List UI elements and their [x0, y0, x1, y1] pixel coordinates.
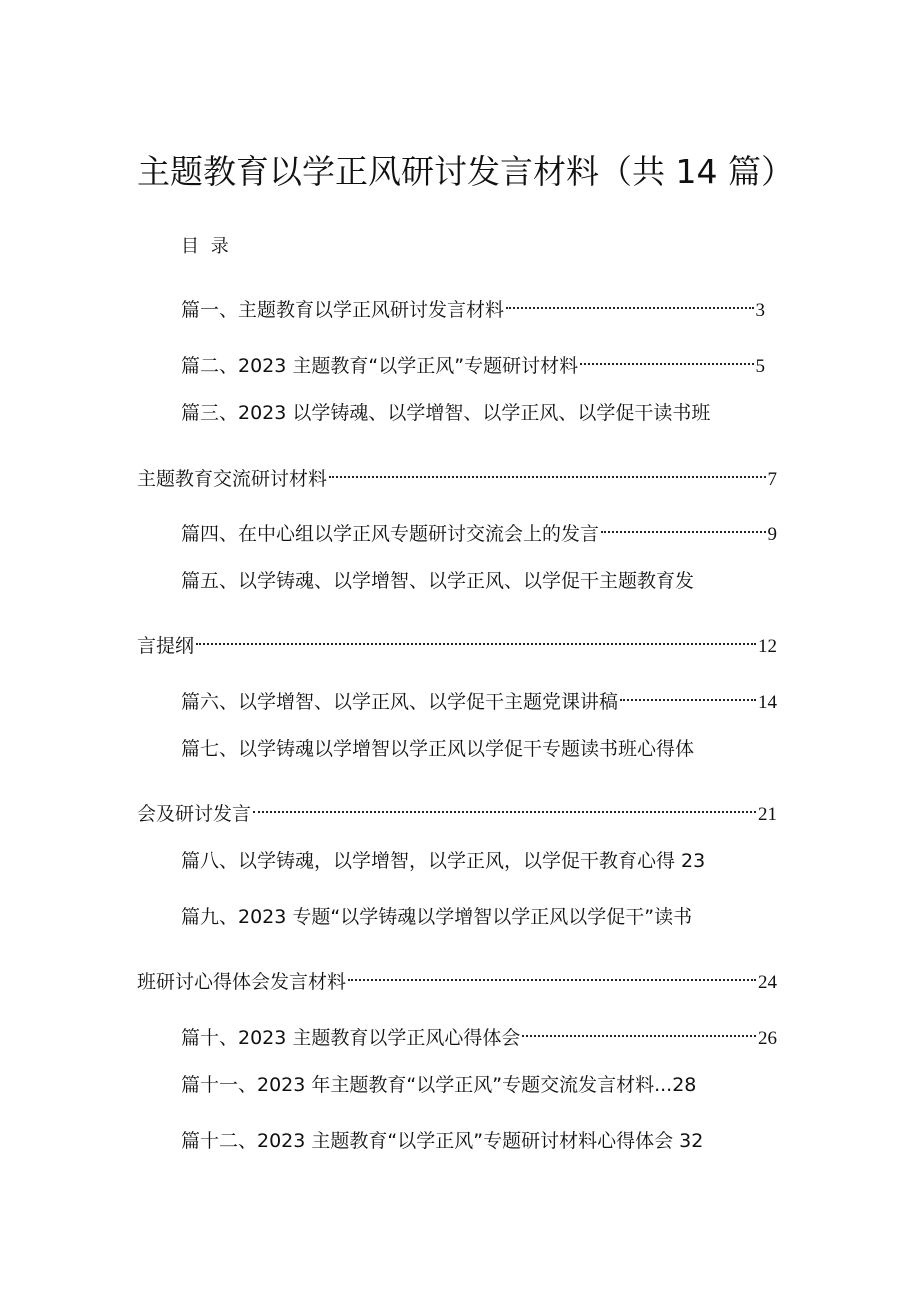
dot-leader [253, 790, 756, 820]
toc-entry-page: 14 [758, 692, 777, 713]
toc-entry-page: 12 [758, 636, 777, 657]
toc-entry-page: 21 [758, 804, 777, 825]
toc-entry-page: 24 [758, 972, 777, 993]
toc-entry-1[interactable] [181, 286, 765, 321]
toc-entry-7-line-1[interactable]: 篇七、以学铸魂以学增智以学正风以学促干专题读书班心得体 [181, 738, 695, 760]
toc-entry-text: 篇六、以学增智、以学正风、以学促干主题党课讲稿 [181, 691, 619, 713]
dot-leader [620, 678, 756, 708]
toc-entry-2[interactable] [181, 342, 765, 377]
dot-leader [196, 622, 756, 652]
toc-entry-3-line-1[interactable]: 篇三、2023 以学铸魂、以学增智、以学正风、以学促干读书班 [181, 402, 711, 424]
toc-entry-text: 主题教育交流研讨材料 [137, 468, 328, 490]
dot-leader [348, 958, 756, 988]
dot-leader [329, 455, 765, 485]
toc-entry-9-line-1[interactable]: 篇九、2023 专题“以学铸魂以学增智以学正风以学促干”读书 [181, 906, 693, 928]
toc-entry-10[interactable] [181, 1014, 777, 1049]
toc-entry-page: 26 [758, 1028, 777, 1049]
document-title: 主题教育以学正风研讨发言材料（共 14 篇） [137, 152, 794, 191]
toc-entry-7-line-2[interactable] [137, 790, 777, 825]
toc-entry-4[interactable] [181, 510, 777, 545]
dot-leader [506, 286, 753, 316]
toc-entry-9-line-2[interactable] [137, 958, 777, 993]
toc-entry-11[interactable]: 篇十一、2023 年主题教育“以学正风”专题交流发言材料...28 [181, 1074, 697, 1096]
toc-entry-page: 7 [767, 469, 777, 490]
toc-entry-page: 3 [755, 300, 765, 321]
toc-entry-8[interactable]: 篇八、以学铸魂，以学增智，以学正风，以学促干教育心得 23 [181, 850, 706, 872]
toc-entry-text: 篇十、2023 主题教育以学正风心得体会 [181, 1027, 521, 1049]
toc-entry-5-line-1[interactable]: 篇五、以学铸魂、以学增智、以学正风、以学促干主题教育发 [181, 570, 695, 592]
toc-entry-text: 篇二、2023 主题教育“以学正风”专题研讨材料 [181, 355, 579, 377]
toc-entry-text: 会及研讨发言 [137, 803, 252, 825]
toc-entry-page: 5 [755, 356, 765, 377]
dot-leader [601, 510, 765, 540]
dot-leader [522, 1014, 756, 1044]
toc-entry-12[interactable]: 篇十二、2023 主题教育“以学正风”专题研讨材料心得体会 32 [181, 1130, 704, 1152]
toc-entry-page: 9 [767, 524, 777, 545]
toc-heading: 目 录 [181, 236, 232, 257]
toc-entry-text: 言提纲 [137, 635, 195, 657]
toc-entry-6[interactable] [181, 678, 777, 713]
toc-entry-5-line-2[interactable] [137, 622, 777, 657]
toc-entry-text: 篇四、在中心组以学正风专题研讨交流会上的发言 [181, 523, 600, 545]
toc-entry-text: 班研讨心得体会发言材料 [137, 971, 347, 993]
toc-entry-text: 篇一、主题教育以学正风研讨发言材料 [181, 299, 505, 321]
dot-leader [580, 342, 753, 372]
toc-entry-3-line-2[interactable] [137, 455, 777, 490]
